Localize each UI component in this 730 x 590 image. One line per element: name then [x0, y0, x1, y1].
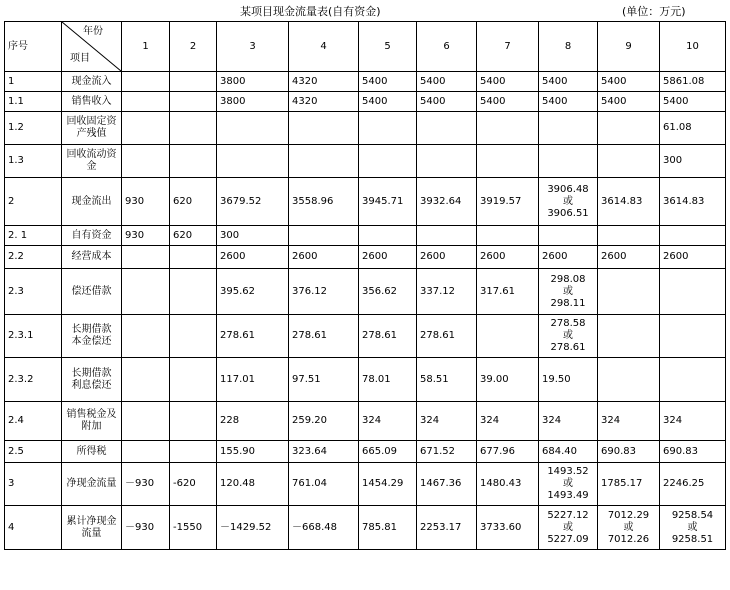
- row-value: [122, 72, 170, 92]
- row-item: 回收流动资金: [62, 145, 122, 178]
- row-seq: 2. 1: [5, 226, 62, 246]
- row-value: [539, 112, 598, 145]
- row-value: 356.62: [359, 269, 417, 315]
- row-item: 偿还借款: [62, 269, 122, 315]
- row-value: 671.52: [417, 441, 477, 463]
- row-value: －930: [122, 463, 170, 506]
- row-value: 300: [217, 226, 289, 246]
- row-value: 324: [477, 402, 539, 441]
- row-value: [598, 226, 660, 246]
- row-value: 1467.36: [417, 463, 477, 506]
- row-value: 1493.52 或 1493.49: [539, 463, 598, 506]
- row-value: 5400: [660, 92, 726, 112]
- row-value: 3800: [217, 92, 289, 112]
- row-value: [289, 112, 359, 145]
- row-value: 58.51: [417, 358, 477, 402]
- table-title: 某项目现金流量表(自有资金): [240, 5, 381, 18]
- row-value: 376.12: [289, 269, 359, 315]
- row-item: 回收固定资产残值: [62, 112, 122, 145]
- row-value: [289, 226, 359, 246]
- row-value: [122, 246, 170, 269]
- row-seq: 1: [5, 72, 62, 92]
- row-value: [477, 315, 539, 358]
- row-item: 现金流出: [62, 178, 122, 226]
- row-value: [598, 145, 660, 178]
- row-value: 620: [170, 226, 217, 246]
- row-value: 690.83: [660, 441, 726, 463]
- row-value: 278.61: [289, 315, 359, 358]
- row-value: 1454.29: [359, 463, 417, 506]
- row-value: [170, 402, 217, 441]
- row-seq: 2.3.2: [5, 358, 62, 402]
- header-year: 7: [477, 22, 539, 72]
- row-value: [170, 246, 217, 269]
- row-value: 2246.25: [660, 463, 726, 506]
- row-seq: 1.2: [5, 112, 62, 145]
- row-value: 278.61: [417, 315, 477, 358]
- table-body: [5, 22, 726, 550]
- row-value: 5400: [539, 92, 598, 112]
- row-item: 现金流入: [62, 72, 122, 92]
- row-value: 5400: [477, 92, 539, 112]
- table-row: [5, 315, 726, 358]
- row-value: 3906.48 或 3906.51: [539, 178, 598, 226]
- row-seq: 2.5: [5, 441, 62, 463]
- row-value: 2600: [417, 246, 477, 269]
- table-row: [5, 72, 726, 92]
- row-value: 278.61: [217, 315, 289, 358]
- row-value: 7012.29 或 7012.26: [598, 506, 660, 550]
- row-value: 2600: [598, 246, 660, 269]
- row-value: [359, 145, 417, 178]
- row-value: [359, 226, 417, 246]
- row-value: [477, 112, 539, 145]
- row-value: 300: [660, 145, 726, 178]
- unit-label: (单位：万元): [622, 5, 686, 18]
- row-value: －930: [122, 506, 170, 550]
- row-value: 3679.52: [217, 178, 289, 226]
- row-value: 317.61: [477, 269, 539, 315]
- row-value: [660, 315, 726, 358]
- row-value: 117.01: [217, 358, 289, 402]
- row-value: [170, 441, 217, 463]
- row-item: 净现金流量: [62, 463, 122, 506]
- row-value: 5400: [359, 72, 417, 92]
- row-value: 97.51: [289, 358, 359, 402]
- row-value: 155.90: [217, 441, 289, 463]
- row-value: 5400: [417, 72, 477, 92]
- row-value: [170, 358, 217, 402]
- row-value: [122, 112, 170, 145]
- row-value: 324: [660, 402, 726, 441]
- row-value: 2600: [539, 246, 598, 269]
- row-value: [417, 112, 477, 145]
- row-value: [170, 72, 217, 92]
- header-year-label: 年份: [83, 26, 103, 37]
- row-item: 长期借款 本金偿还: [62, 315, 122, 358]
- header-item-label: 项目: [70, 53, 90, 64]
- row-item: 销售收入: [62, 92, 122, 112]
- table-row: [5, 145, 726, 178]
- row-value: [359, 112, 417, 145]
- row-value: [598, 358, 660, 402]
- row-value: [170, 92, 217, 112]
- row-value: [660, 269, 726, 315]
- row-value: [598, 112, 660, 145]
- row-value: 2600: [217, 246, 289, 269]
- row-value: 324: [598, 402, 660, 441]
- row-value: [170, 269, 217, 315]
- row-value: 324: [539, 402, 598, 441]
- row-value: －668.48: [289, 506, 359, 550]
- table-row: [5, 358, 726, 402]
- row-value: 677.96: [477, 441, 539, 463]
- cash-flow-table: [4, 21, 726, 550]
- row-value: 665.09: [359, 441, 417, 463]
- header-year: 9: [598, 22, 660, 72]
- table-row: [5, 246, 726, 269]
- row-value: [417, 145, 477, 178]
- row-value: 3945.71: [359, 178, 417, 226]
- row-value: 690.83: [598, 441, 660, 463]
- row-value: [598, 269, 660, 315]
- row-value: [122, 315, 170, 358]
- row-value: [122, 402, 170, 441]
- row-value: [170, 145, 217, 178]
- row-value: 3614.83: [598, 178, 660, 226]
- row-value: 228: [217, 402, 289, 441]
- row-value: [477, 145, 539, 178]
- header-year: 4: [289, 22, 359, 72]
- row-value: 3932.64: [417, 178, 477, 226]
- table-row: [5, 226, 726, 246]
- row-value: 78.01: [359, 358, 417, 402]
- row-value: －1429.52: [217, 506, 289, 550]
- row-value: 5227.12 或 5227.09: [539, 506, 598, 550]
- row-value: [122, 358, 170, 402]
- row-value: 4320: [289, 92, 359, 112]
- row-value: 5400: [598, 72, 660, 92]
- row-value: [217, 112, 289, 145]
- header-seq: 序号: [5, 22, 62, 72]
- header-year: 10: [660, 22, 726, 72]
- row-value: 620: [170, 178, 217, 226]
- row-value: 3919.57: [477, 178, 539, 226]
- row-value: 3614.83: [660, 178, 726, 226]
- row-value: [598, 315, 660, 358]
- row-value: 4320: [289, 72, 359, 92]
- row-value: 3558.96: [289, 178, 359, 226]
- row-value: 298.08 或 298.11: [539, 269, 598, 315]
- row-item: 长期借款 利息偿还: [62, 358, 122, 402]
- row-value: 930: [122, 178, 170, 226]
- row-value: 5861.08: [660, 72, 726, 92]
- row-seq: 2.3: [5, 269, 62, 315]
- row-item: 经营成本: [62, 246, 122, 269]
- table-row: [5, 92, 726, 112]
- row-item: 所得税: [62, 441, 122, 463]
- row-value: 3800: [217, 72, 289, 92]
- row-seq: 1.3: [5, 145, 62, 178]
- row-value: 2600: [477, 246, 539, 269]
- row-seq: 2.3.1: [5, 315, 62, 358]
- row-value: [122, 145, 170, 178]
- header-year: 2: [170, 22, 217, 72]
- row-value: 761.04: [289, 463, 359, 506]
- row-value: 395.62: [217, 269, 289, 315]
- header-diagonal-cell: [62, 22, 122, 72]
- table-row: [5, 506, 726, 550]
- row-value: -1550: [170, 506, 217, 550]
- row-value: 278.61: [359, 315, 417, 358]
- row-value: 5400: [539, 72, 598, 92]
- row-value: [660, 226, 726, 246]
- table-row: [5, 269, 726, 315]
- row-value: 2600: [289, 246, 359, 269]
- row-value: 337.12: [417, 269, 477, 315]
- row-seq: 2: [5, 178, 62, 226]
- row-value: 278.58 或 278.61: [539, 315, 598, 358]
- row-seq: 1.1: [5, 92, 62, 112]
- row-value: 3733.60: [477, 506, 539, 550]
- row-value: 785.81: [359, 506, 417, 550]
- row-value: [477, 226, 539, 246]
- row-value: [539, 226, 598, 246]
- row-value: 323.64: [289, 441, 359, 463]
- row-seq: 3: [5, 463, 62, 506]
- table-row: [5, 402, 726, 441]
- row-value: 259.20: [289, 402, 359, 441]
- row-value: -620: [170, 463, 217, 506]
- row-value: 5400: [477, 72, 539, 92]
- table-row: [5, 441, 726, 463]
- row-seq: 4: [5, 506, 62, 550]
- row-value: [660, 358, 726, 402]
- row-value: [217, 145, 289, 178]
- row-value: 2600: [359, 246, 417, 269]
- table-row: [5, 178, 726, 226]
- row-value: 5400: [359, 92, 417, 112]
- row-value: 61.08: [660, 112, 726, 145]
- row-seq: 2.2: [5, 246, 62, 269]
- table-row: [5, 112, 726, 145]
- row-item: 销售税金及附加: [62, 402, 122, 441]
- row-value: 1785.17: [598, 463, 660, 506]
- row-value: [122, 269, 170, 315]
- row-value: [289, 145, 359, 178]
- title-bar: [0, 4, 730, 20]
- row-value: 5400: [598, 92, 660, 112]
- row-value: 120.48: [217, 463, 289, 506]
- header-row: [5, 22, 726, 72]
- row-value: [417, 226, 477, 246]
- row-value: [170, 112, 217, 145]
- row-value: 684.40: [539, 441, 598, 463]
- row-value: 930: [122, 226, 170, 246]
- row-value: [122, 92, 170, 112]
- row-value: 1480.43: [477, 463, 539, 506]
- row-value: 39.00: [477, 358, 539, 402]
- table-row: [5, 463, 726, 506]
- row-value: 9258.54 或 9258.51: [660, 506, 726, 550]
- row-value: 2253.17: [417, 506, 477, 550]
- row-value: [122, 441, 170, 463]
- header-year: 8: [539, 22, 598, 72]
- row-value: 5400: [417, 92, 477, 112]
- row-value: 324: [417, 402, 477, 441]
- row-value: 2600: [660, 246, 726, 269]
- row-value: [170, 315, 217, 358]
- row-item: 累计净现金流量: [62, 506, 122, 550]
- header-year: 3: [217, 22, 289, 72]
- header-year: 1: [122, 22, 170, 72]
- row-item: 自有资金: [62, 226, 122, 246]
- header-year: 5: [359, 22, 417, 72]
- header-year: 6: [417, 22, 477, 72]
- row-value: 324: [359, 402, 417, 441]
- row-seq: 2.4: [5, 402, 62, 441]
- row-value: [539, 145, 598, 178]
- row-value: 19.50: [539, 358, 598, 402]
